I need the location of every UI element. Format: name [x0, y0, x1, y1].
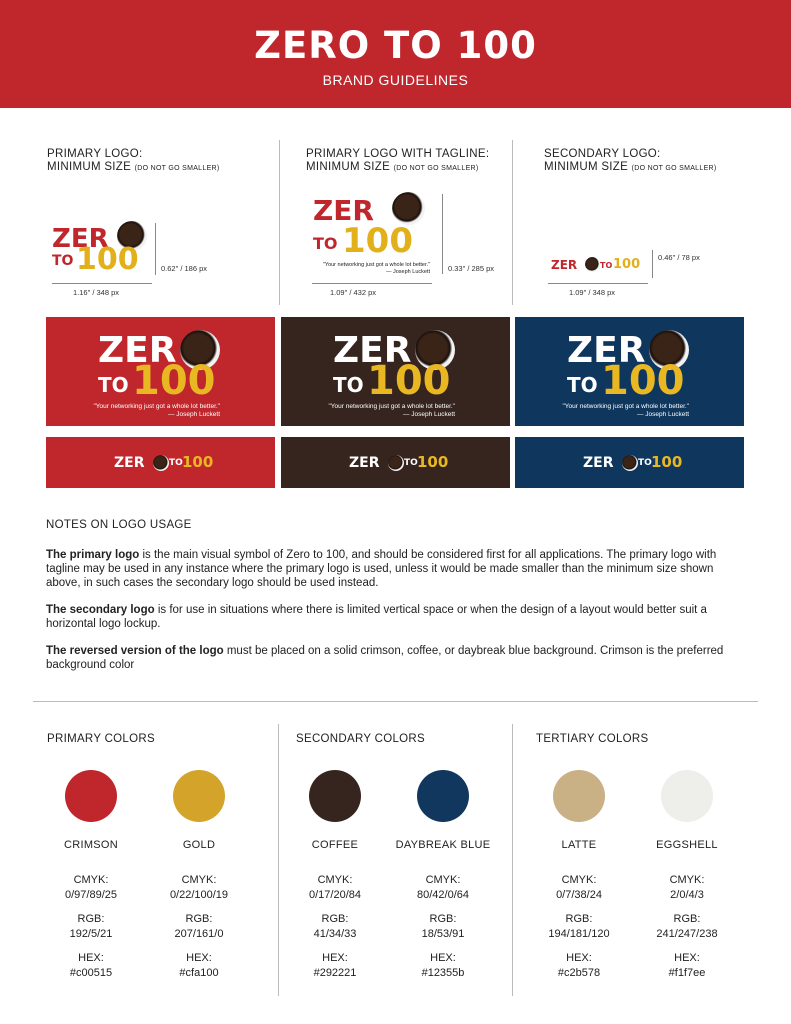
height-label: 0.62" / 186 px: [161, 264, 208, 273]
swatch-latte: [553, 770, 605, 822]
coffee-cup-icon: [388, 455, 404, 471]
width-label: 1.16" / 348 px: [73, 288, 120, 297]
note-secondary-logo: The secondary logo is for use in situations where there is limited vertical space or when the design of a layout would better suit a horizontal logo lockup.: [46, 604, 707, 630]
reversed-secondary-crimson: ZER TO 100: [46, 437, 275, 488]
divider: [278, 724, 279, 996]
swatch-gold: [173, 770, 225, 822]
width-dimension-line: [52, 283, 152, 284]
color-info-gold: GOLD CMYK: 0/22/100/19 RGB: 207/161/0 HEX: #cfa100: [169, 839, 229, 979]
width-label: 1.09" / 348 px: [569, 288, 616, 297]
block-heading: PRIMARY LOGO:: [47, 148, 143, 160]
reversed-logo-daybreak: ZER TO 100 "Your networking just got a whole lot better." — Joseph Luckett: [515, 317, 744, 426]
width-dimension-line: [548, 283, 648, 284]
coffee-cup-icon: [585, 257, 600, 272]
reversed-logo-coffee: ZER TO 100 "Your networking just got a whole lot better." — Joseph Luckett: [281, 317, 510, 426]
block-heading: SECONDARY LOGO:: [544, 148, 661, 160]
page-subtitle: BRAND GUIDELINES: [322, 72, 469, 88]
color-info-daybreak-blue: DAYBREAK BLUE CMYK: 80/42/0/64 RGB: 18/53/91 HEX: #12355b: [395, 839, 491, 979]
coffee-cup-icon: [153, 455, 169, 471]
block-subheading: MINIMUM SIZE (DO NOT GO SMALLER): [306, 161, 479, 173]
width-label: 1.09" / 432 px: [330, 288, 377, 297]
divider: [512, 724, 513, 996]
secondary-colors-heading: SECONDARY COLORS: [296, 733, 425, 745]
swatch-daybreak-blue: [417, 770, 469, 822]
tagline: "Your networking just got a whole lot better." — Joseph Luckett: [562, 403, 689, 418]
divider: [512, 140, 513, 305]
color-info-crimson: CRIMSON CMYK: 0/97/89/25 RGB: 192/5/21 HEX: #c00515: [63, 839, 119, 979]
reversed-logo-crimson: ZER TO 100 "Your networking just got a whole lot better." — Joseph Luckett: [46, 317, 275, 426]
height-dimension-line: [155, 223, 156, 275]
primary-colors-heading: PRIMARY COLORS: [47, 733, 155, 745]
coffee-cup-icon: [622, 455, 638, 471]
height-label: 0.33" / 285 px: [448, 264, 495, 273]
height-label: 0.46" / 78 px: [658, 253, 700, 262]
block-subheading: MINIMUM SIZE (DO NOT GO SMALLER): [47, 161, 220, 173]
color-info-latte: LATTE CMYK: 0/7/38/24 RGB: 194/181/120 HEX: #c2b578: [548, 839, 610, 979]
block-subheading: MINIMUM SIZE (DO NOT GO SMALLER): [544, 161, 717, 173]
height-dimension-line: [652, 250, 653, 278]
color-info-eggshell: EGGSHELL CMYK: 2/0/4/3 RGB: 241/247/238 HEX: #f1f7ee: [656, 839, 718, 979]
note-primary-logo: The primary logo is the main visual symbol of Zero to 100, and should be considered first for all applications. The primary logo with tagline may be used in any instance where the primary logo is used, unless it would be made smaller than the minimum size shown above, in such cases the secondary logo should be used instead.: [46, 549, 717, 589]
width-dimension-line: [312, 283, 432, 284]
color-info-coffee: COFFEE CMYK: 0/17/20/84 RGB: 41/34/33 HEX: #292221: [309, 839, 361, 979]
swatch-eggshell: [661, 770, 713, 822]
swatch-coffee: [309, 770, 361, 822]
divider: [279, 140, 280, 305]
block-heading: PRIMARY LOGO WITH TAGLINE:: [306, 148, 490, 160]
tagline: "Your networking just got a whole lot better." — Joseph Luckett: [328, 403, 455, 418]
tagline: "Your networking just got a whole lot better." — Joseph Luckett: [93, 403, 220, 418]
reversed-secondary-daybreak: ZER TO 100: [515, 437, 744, 488]
tagline: "Your networking just got a whole lot better." — Joseph Luckett: [322, 262, 430, 275]
swatch-crimson: [65, 770, 117, 822]
logo-usage-notes: [46, 518, 746, 685]
reversed-secondary-coffee: ZER TO 100: [281, 437, 510, 488]
note-reversed-logo: The reversed version of the logo must be placed on a solid crimson, coffee, or daybreak blue background. Crimson is the preferred background color: [46, 645, 724, 671]
page-title: ZERO TO 100: [254, 24, 537, 67]
tertiary-colors-heading: TERTIARY COLORS: [536, 733, 649, 745]
header-banner: [0, 0, 791, 108]
height-dimension-line: [442, 194, 443, 274]
section-divider: [33, 701, 758, 702]
notes-heading: NOTES ON LOGO USAGE: [46, 519, 192, 531]
